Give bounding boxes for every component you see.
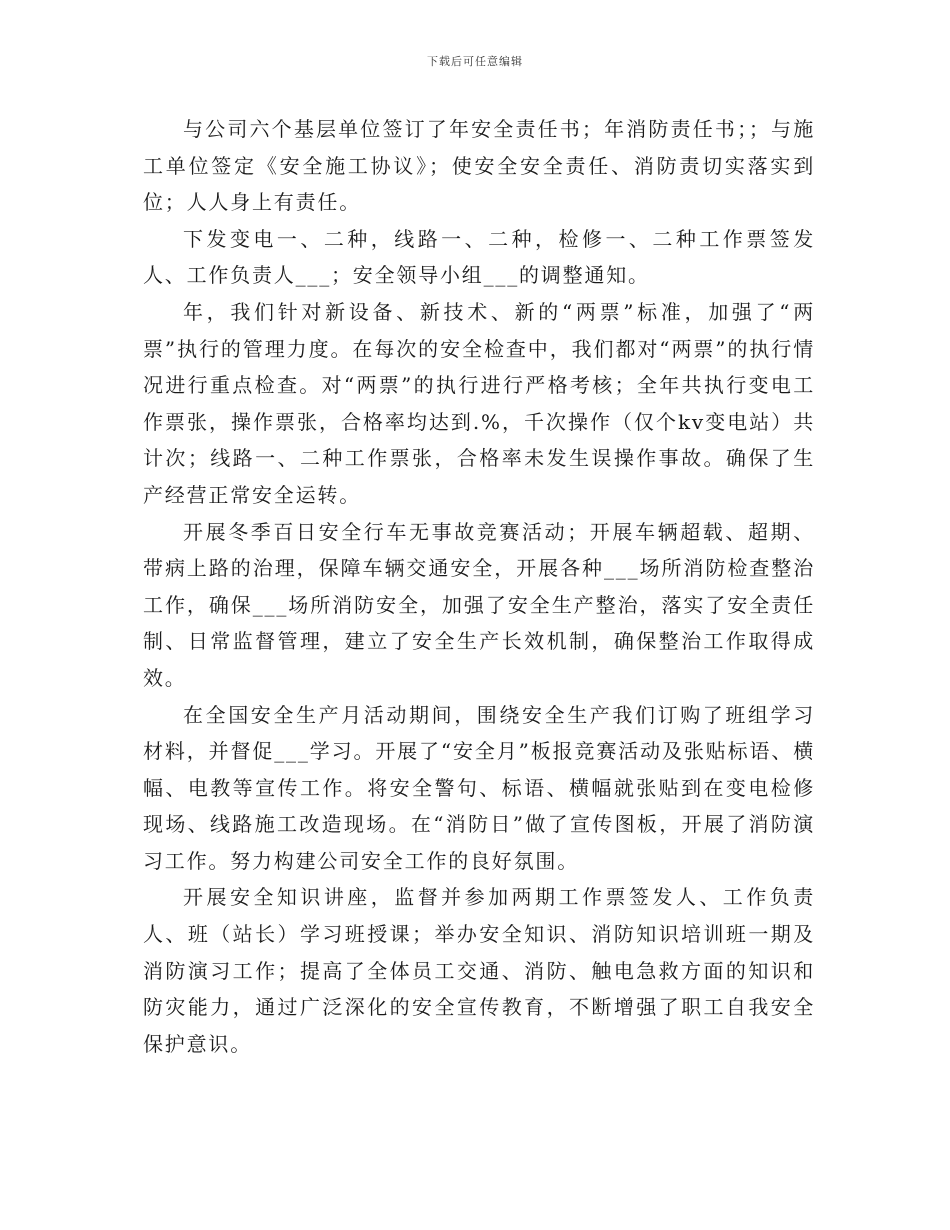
paragraph-safety-month: 在全国安全生产月活动期间，围绕安全生产我们订购了班组学习材料，并督促___学习。开展了“安全月”板报竞赛活动及张贴标语、横幅、电教等宣传工作。将安全警句、标语、横幅就张贴到在变电检修现场、线路施工改造现场。在“消防日”做了宣传图板，开展了消防演习工作。努力构建公司安全工作的良好氛围。 xyxy=(143,702,815,873)
paragraph-winter-campaign: 开展冬季百日安全行车无事故竞赛活动；开展车辆超载、超期、带病上路的治理，保障车辆交通安全，开展各种___场所消防检查整治工作，确保___场所消防安全，加强了安全生产整治，落实了安全责任制、日常监督管理，建立了安全生产长效机制，确保整治工作取得成效。 xyxy=(143,519,815,690)
paragraph-two-tickets: 年，我们针对新设备、新技术、新的“两票”标准，加强了“两票”执行的管理力度。在每次的安全检查中，我们都对“两票”的执行情况进行重点检查。对“两票”的执行进行严格考核；全年共执行变电工作票张，操作票张，合格率均达到.%，千次操作（仅个kv变电站）共计次；线路一、二种工作票张，合格率未发生误操作事故。确保了生产经营正常安全运转。 xyxy=(143,299,815,507)
paragraph-safety-training: 开展安全知识讲座，监督并参加两期工作票签发人、工作负责人、班（站长）学习班授课；举办安全知识、消防知识培训班一期及消防演习工作；提高了全体员工交通、消防、触电急救方面的知识和防灾能力，通过广泛深化的安全宣传教育，不断增强了职工自我安全保护意识。 xyxy=(143,885,815,1056)
paragraph-work-ticket-notice: 下发变电一、二种，线路一、二种，检修一、二种工作票签发人、工作负责人___；安全领导小组___的调整通知。 xyxy=(143,226,815,288)
paragraph-responsibility: 与公司六个基层单位签订了年安全责任书；年消防责任书；；与施工单位签定《安全施工协议》；使安全安全责任、消防责切实落实到位；人人身上有责任。 xyxy=(143,117,815,215)
document-body xyxy=(143,111,815,1062)
page-header: 下载后可任意编辑 xyxy=(427,55,523,68)
